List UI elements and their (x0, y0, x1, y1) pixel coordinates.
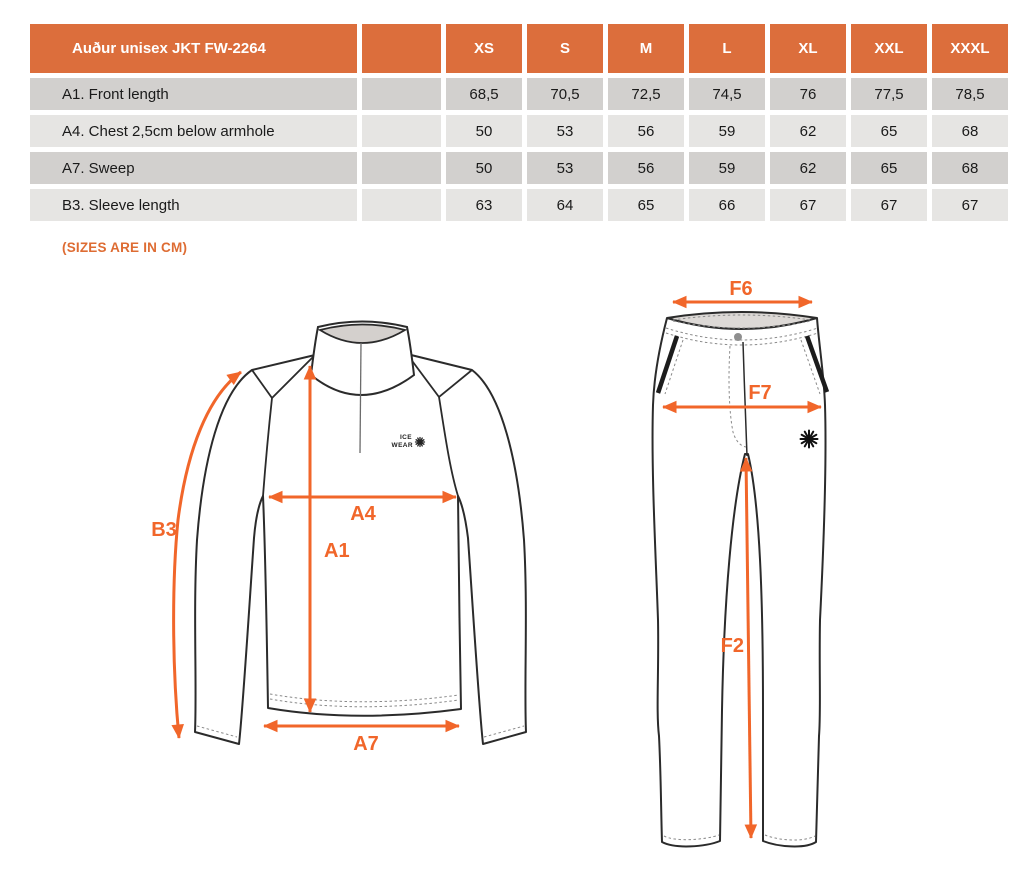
logo-text-ice: ICE (399, 434, 412, 441)
value-cell: 76 (770, 78, 846, 110)
a1-label: A1 (324, 540, 350, 562)
f2-label: F2 (720, 635, 744, 657)
size-header-xxxl: XXXL (932, 24, 1008, 73)
row-spacer-cell (362, 189, 441, 221)
value-cell: 56 (608, 115, 684, 147)
value-cell: 53 (527, 152, 603, 184)
size-header-l: L (689, 24, 765, 73)
value-cell: 65 (851, 152, 927, 184)
value-cell: 63 (446, 189, 522, 221)
size-header-s: S (527, 24, 603, 73)
value-cell: 53 (527, 115, 603, 147)
size-header-m: M (608, 24, 684, 73)
value-cell: 66 (689, 189, 765, 221)
jacket-diagram (120, 280, 590, 780)
b3-label: B3 (151, 519, 177, 541)
row-label: A4. Chest 2,5cm below armhole (30, 115, 357, 147)
logo-text-wear: WEAR (391, 442, 413, 449)
waist-button (734, 333, 742, 341)
f6-label: F6 (729, 280, 753, 300)
value-cell: 68,5 (446, 78, 522, 110)
a4-label: A4 (350, 503, 376, 525)
value-cell: 50 (446, 115, 522, 147)
row-spacer-cell (362, 78, 441, 110)
sizes-in-cm-note: (SIZES ARE IN CM) (62, 240, 188, 255)
value-cell: 64 (527, 189, 603, 221)
value-cell: 65 (851, 115, 927, 147)
value-cell: 56 (608, 152, 684, 184)
value-cell: 68 (932, 152, 1008, 184)
value-cell: 78,5 (932, 78, 1008, 110)
table-title: Auður unisex JKT FW-2264 (30, 24, 357, 73)
value-cell: 67 (932, 189, 1008, 221)
value-cell: 59 (689, 115, 765, 147)
pants-outline (653, 312, 827, 846)
row-label: A1. Front length (30, 78, 357, 110)
pants-diagram (620, 280, 920, 880)
size-header-xs: XS (446, 24, 522, 73)
value-cell: 65 (608, 189, 684, 221)
value-cell: 74,5 (689, 78, 765, 110)
value-cell: 62 (770, 152, 846, 184)
value-cell: 68 (932, 115, 1008, 147)
f7-label: F7 (748, 382, 772, 404)
row-label: A7. Sweep (30, 152, 357, 184)
value-cell: 77,5 (851, 78, 927, 110)
value-cell: 70,5 (527, 78, 603, 110)
size-table (30, 24, 1008, 221)
value-cell: 67 (770, 189, 846, 221)
size-header-xxl: XXL (851, 24, 927, 73)
header-spacer-cell (362, 24, 441, 73)
value-cell: 62 (770, 115, 846, 147)
value-cell: 50 (446, 152, 522, 184)
value-cell: 72,5 (608, 78, 684, 110)
f2-inseam-arrow (746, 458, 751, 838)
row-spacer-cell (362, 115, 441, 147)
row-label: B3. Sleeve length (30, 189, 357, 221)
row-spacer-cell (362, 152, 441, 184)
jacket-outline (195, 322, 526, 745)
size-header-xl: XL (770, 24, 846, 73)
value-cell: 59 (689, 152, 765, 184)
value-cell: 67 (851, 189, 927, 221)
a7-label: A7 (353, 733, 379, 755)
